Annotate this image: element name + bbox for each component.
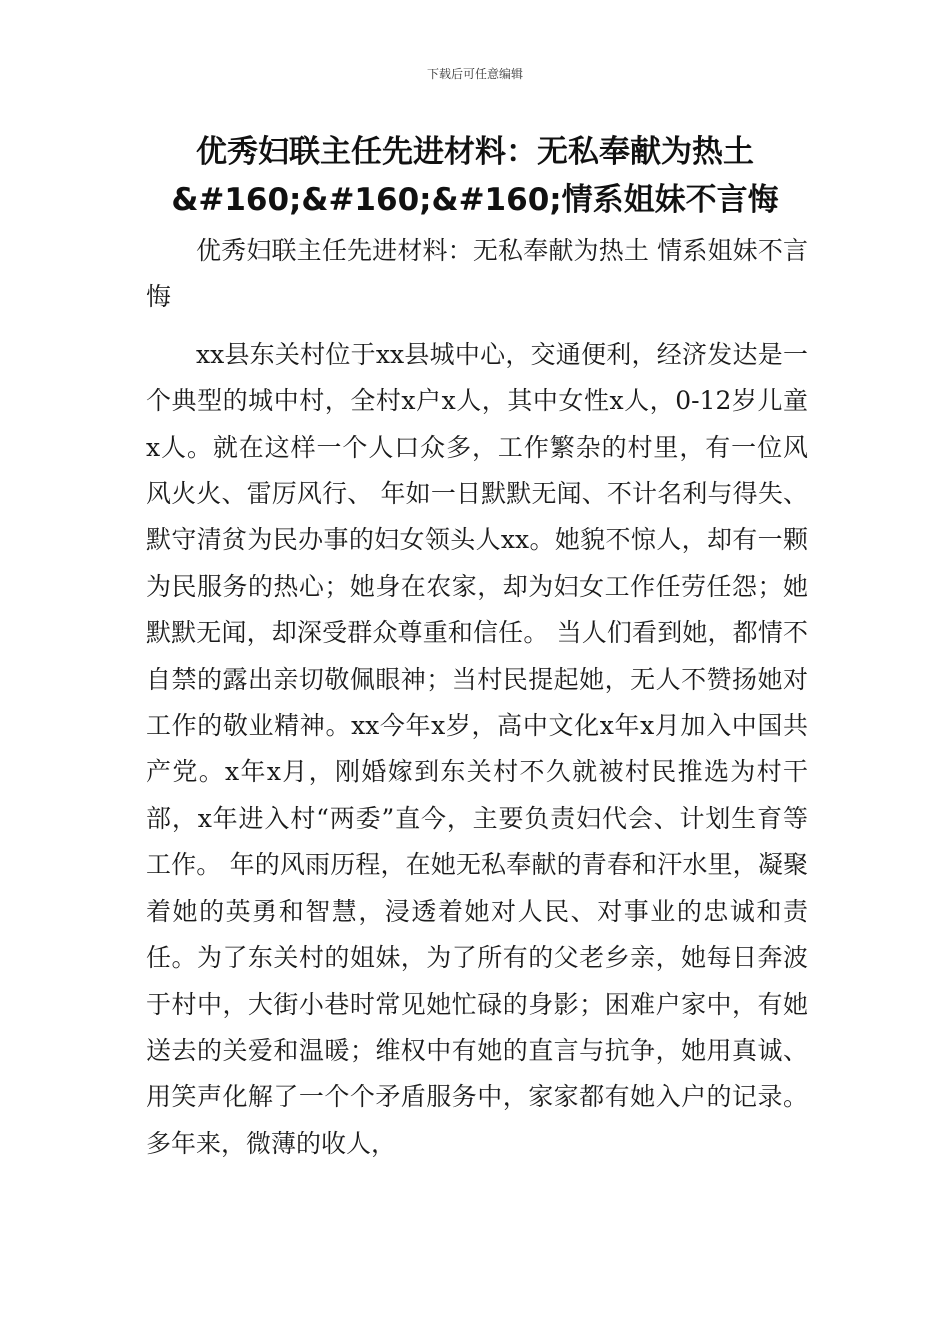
document-body bbox=[146, 228, 808, 1167]
document-subtitle: 优秀妇联主任先进材料：无私奉献为热土 情系姐妹不言悔 bbox=[146, 236, 808, 312]
document-title: 优秀妇联主任先进材料：无私奉献为热土&#160;&#160;&#160;情系姐妹不言悔 bbox=[171, 134, 779, 218]
page-header-note: 下载后可任意编辑 bbox=[426, 67, 523, 81]
body-paragraph: xx县东关村位于xx县城中心，交通便利，经济发达是一个典型的城中村，全村x户x人，其中女性x人，0-12岁儿童x人。就在这样一个人口众多，工作繁杂的村里，有一位风风火火、雷厉风行、 年如一日默默无闻、不计名利与得失、默守清贫为民办事的妇女领头人xx。她貌不惊人，却有一颗为民服务的热心；她身在农家，却为妇女工作任劳任怨；她默默无闻，却深受群众尊重和信任。 当人们看到她，都情不自禁的露出亲切敬佩眼神；当村民提起她，无人不赞扬她对工作的敬业精神。xx今年x岁，高中文化x年x月加入中国共产党。x年x月，刚婚嫁到东关村不久就被村民推选为村干部，x年进入村“两委”直今，主要负责妇代会、计划生育等工作。 年的风雨历程，在她无私奉献的青春和汗水里，凝聚着她的英勇和智慧，浸透着她对人民、对事业的忠诚和责任。为了东关村的姐妹，为了所有的父老乡亲，她每日奔波于村中，大街小巷时常见她忙碌的身影；困难户家中，有她送去的关爱和温暖；维权中有她的直言与抗争，她用真诚、用笑声化解了一个个矛盾服务中，家家都有她入户的记录。多年来，微薄的收人， bbox=[146, 339, 808, 1158]
